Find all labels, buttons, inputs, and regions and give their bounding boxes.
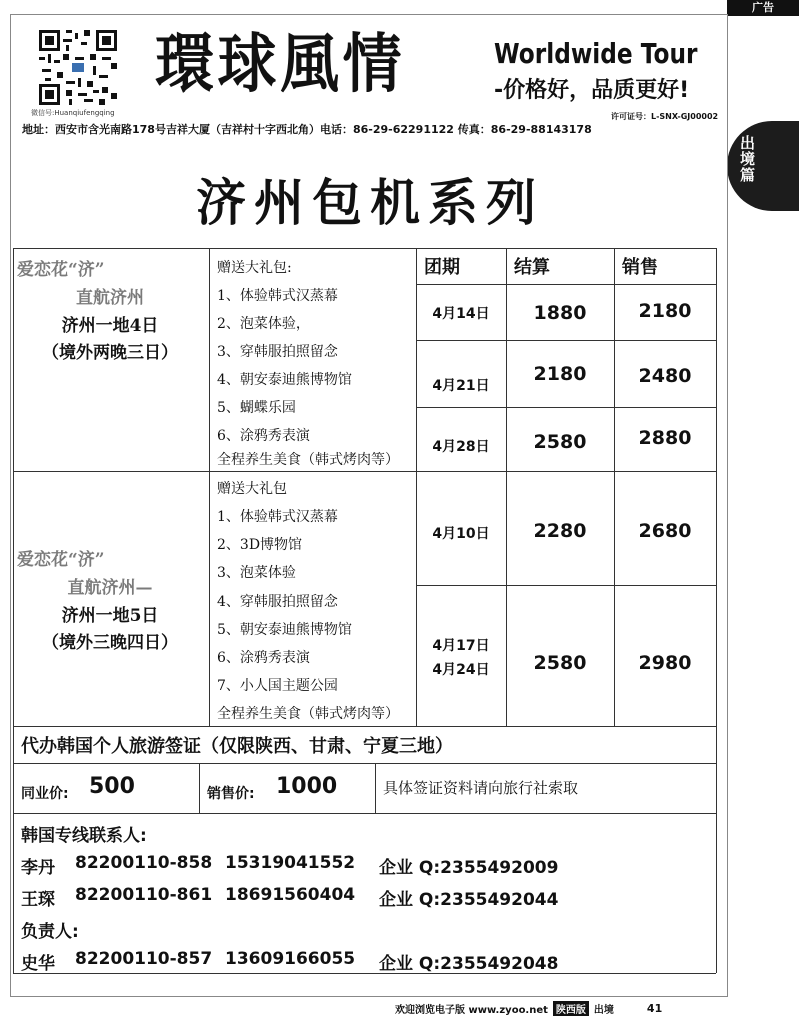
settle-price: 2280: [533, 520, 587, 542]
gift-item: 1、体验韩式汉蒸幕: [217, 509, 338, 525]
package-route: 直航济州: [76, 288, 144, 308]
departure-date: 4月24日: [432, 662, 490, 678]
manager-name: 史华: [21, 954, 55, 974]
contact-address: 地址：西安市含光南路178号吉祥大厦（吉祥村十字西北角）电话：86-29-62291122 传真：86-29-88143178: [22, 123, 592, 136]
brand-slogan: -价格好，品质更好!: [494, 78, 690, 103]
contact-phone: 82200110-861: [75, 885, 213, 905]
sale-price-label: 销售价:: [207, 786, 255, 802]
visa-sale-price: 1000: [276, 774, 338, 799]
column-header-sale: 销售: [622, 257, 658, 278]
package-nights: （境外三晚四日）: [42, 633, 178, 653]
visa-divider: [13, 763, 716, 764]
gift-item: 5、蝴蝶乐园: [217, 400, 296, 416]
gift-item: 1、体验韩式汉蒸幕: [217, 288, 338, 304]
package-route: 直航济州—: [67, 578, 153, 598]
table-header-divider: [416, 284, 716, 285]
gift-item: 2、泡菜体验，: [217, 316, 310, 332]
peer-price: 500: [89, 774, 135, 799]
visa-service-title: 代办韩国个人旅游签证（仅限陕西、甘肃、宁夏三地）: [21, 736, 453, 757]
footer-section: 出境: [593, 1004, 614, 1016]
sale-price: 2480: [638, 365, 692, 387]
manager-phone: 82200110-857: [75, 949, 213, 969]
visa-note: 具体签证资料请向旅行社索取: [383, 779, 579, 797]
gift-item: 2、3D博物馆: [217, 537, 303, 553]
departure-date: 4月28日: [432, 439, 490, 455]
table-divider: [13, 726, 716, 727]
table-border-bottom: [13, 973, 716, 974]
package-duration: 济州一地5日: [61, 606, 159, 626]
gift-item: 3、泡菜体验: [217, 565, 296, 581]
page-number: 41: [646, 1001, 663, 1015]
page-footer: [395, 1000, 662, 1016]
wechat-id: 微信号:Huanqiufengqing: [31, 109, 115, 117]
visa-bottom: [13, 813, 716, 814]
departure-date: 4月21日: [432, 378, 490, 394]
manager-mobile: 13609166055: [225, 949, 356, 969]
brand-english: Worldwide Tour: [494, 37, 698, 70]
departure-date: 4月14日: [432, 306, 490, 322]
settle-price: 2580: [533, 652, 587, 674]
contacts-title: 韩国专线联系人:: [21, 826, 147, 846]
row-divider: [416, 407, 716, 408]
section-tab: [727, 121, 799, 211]
advertisement-page: [10, 14, 728, 997]
col-divider: [209, 248, 210, 726]
contact-name: 李丹: [21, 858, 55, 878]
qr-code: [39, 30, 117, 105]
gift-item: 6、涂鸦秀表演: [217, 428, 310, 444]
manager-qq: 企业 Q:2355492048: [379, 954, 559, 974]
page-title: 济州包机系列: [196, 174, 544, 232]
ad-tag: 广告: [727, 0, 799, 16]
contact-qq: 企业 Q:2355492009: [379, 858, 559, 878]
gift-item: 3、穿韩服拍照留念: [217, 344, 338, 360]
package-nights: （境外两晚三日）: [42, 343, 178, 363]
license-number: 许可证号：L-SNX-GJ00002: [611, 112, 719, 121]
row-divider: [416, 585, 716, 586]
departure-date: 4月10日: [432, 526, 490, 542]
package-name: 爱恋花“济”: [17, 260, 105, 280]
sale-price: 2880: [638, 427, 692, 449]
package-divider: [13, 471, 716, 472]
column-header-date: 团期: [424, 257, 460, 278]
sale-price: 2180: [638, 300, 692, 322]
visa-col-divider: [199, 763, 200, 813]
gift-item: 赠送大礼包: [217, 481, 287, 497]
brand-name: 環球風情: [155, 28, 406, 102]
package-name: 爱恋花“济”: [17, 550, 105, 570]
footer-edition: 陕西版: [553, 1001, 589, 1016]
gift-item: 5、朝安泰迪熊博物馆: [217, 622, 352, 638]
gift-item: 4、穿韩服拍照留念: [217, 594, 338, 610]
gift-item: 全程养生美食（韩式烤肉等）: [217, 452, 399, 468]
gift-item: 4、朝安泰迪熊博物馆: [217, 372, 352, 388]
settle-price: 2180: [533, 363, 587, 385]
settle-price: 2580: [533, 431, 587, 453]
table-border-right: [716, 248, 717, 973]
gift-item: 全程养生美食（韩式烤肉等）: [217, 706, 399, 722]
package-duration: 济州一地4日: [61, 316, 159, 336]
contact-phone: 82200110-858: [75, 853, 213, 873]
sale-price: 2980: [638, 652, 692, 674]
gift-item: 6、涂鸦秀表演: [217, 650, 310, 666]
table-border-top: [13, 248, 716, 249]
contact-name: 王琛: [21, 890, 55, 910]
sale-price: 2680: [638, 520, 692, 542]
gift-item: 赠送大礼包:: [217, 260, 292, 276]
manager-title: 负责人:: [21, 922, 79, 942]
gift-item: 7、小人国主题公园: [217, 678, 338, 694]
contact-mobile: 15319041552: [225, 853, 356, 873]
section-tab-label: 出境篇: [738, 135, 756, 183]
column-header-settle: 结算: [514, 257, 550, 278]
footer-site[interactable]: 欢迎浏览电子版 www.zyoo.net: [395, 1004, 548, 1016]
visa-col-divider: [375, 763, 376, 813]
departure-date: 4月17日: [432, 638, 490, 654]
contact-qq: 企业 Q:2355492044: [379, 890, 559, 910]
qr-code-graphic: [39, 30, 117, 105]
contact-mobile: 18691560404: [225, 885, 356, 905]
settle-price: 1880: [533, 302, 587, 324]
peer-price-label: 同业价:: [21, 786, 69, 802]
row-divider: [416, 340, 716, 341]
